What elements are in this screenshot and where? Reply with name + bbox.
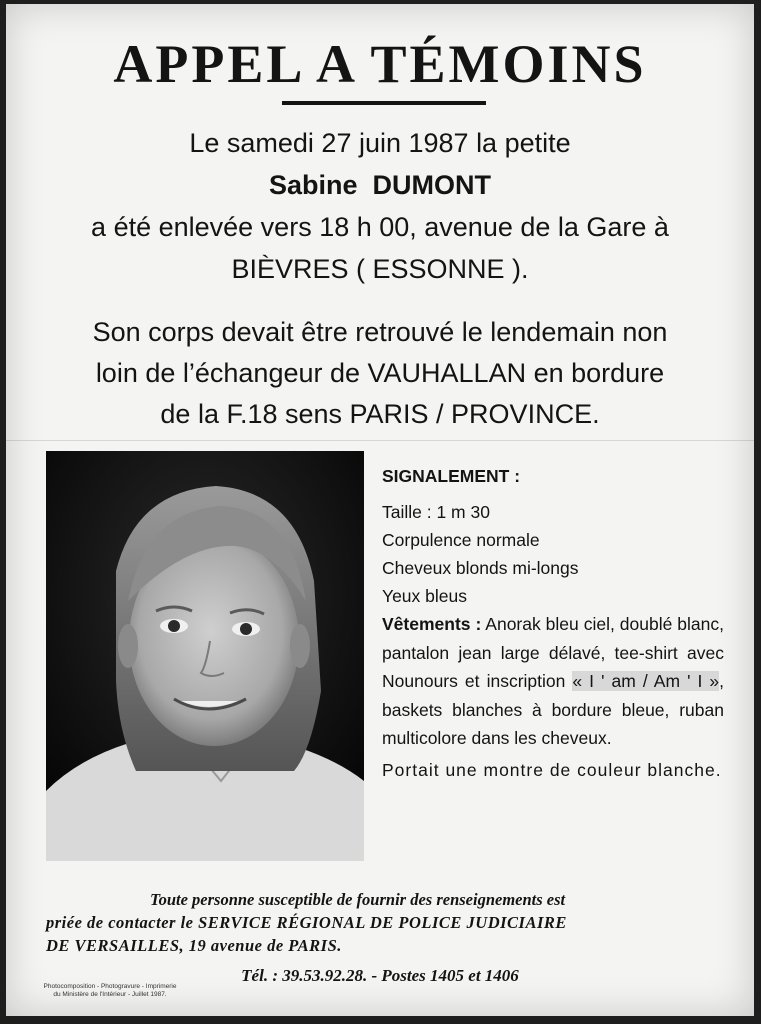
description-eyes: Yeux bleus: [382, 586, 467, 606]
victim-last-name: DUMONT: [372, 170, 492, 200]
credit-line-2: du Ministère de l'Intérieur - Juillet 1987.: [53, 991, 167, 998]
paper-fold-line: [6, 440, 754, 441]
victim-photo: [46, 451, 364, 861]
description-hair: Cheveux blonds mi-longs: [382, 558, 579, 578]
body-line-3: de la F.18 sens PARIS / PROVINCE.: [160, 399, 600, 429]
contact-phone: Tél. : 39.53.92.28. - Postes 1405 et 1406: [241, 966, 519, 985]
intro-line-1: Le samedi 27 juin 1987 la petite: [189, 128, 571, 158]
body-line-2: loin de l’échangeur de VAUHALLAN en bordure: [95, 358, 665, 388]
victim-name: [6, 164, 754, 206]
contact-block: [46, 888, 726, 957]
contact-line-1: Toute personne susceptible de fournir des renseignements est: [150, 890, 566, 909]
poster-title: APPEL A TÉMOINS: [113, 34, 647, 94]
description-height: Taille : 1 m 30: [382, 502, 490, 522]
clothes-text-2: , baskets blanches à bordure bleue, ruban multicolore dans les cheveux.: [382, 671, 724, 748]
print-credit: [20, 983, 200, 999]
title-underline: [282, 101, 486, 105]
clothes-label: Vêtements :: [382, 614, 482, 634]
contact-line-3: DE VERSAILLES, 19 avenue de PARIS.: [46, 936, 342, 955]
contact-line-2: priée de contacter le SERVICE RÉGIONAL DE POLICE JUDICIAIRE: [46, 913, 567, 932]
missing-person-poster: [6, 4, 754, 1016]
credit-line-1: Photocomposition - Photogravure - Imprimerie: [43, 983, 177, 990]
description-block: [382, 462, 724, 781]
description-build: Corpulence normale: [382, 530, 540, 550]
intro-line-4: BIÈVRES ( ESSONNE ).: [231, 254, 529, 284]
body-block: [36, 312, 724, 435]
intro-line-3: a été enlevée vers 18 h 00, avenue de la Gare à: [91, 212, 669, 242]
clothes-text-1: Anorak bleu ciel, doublé blanc, pantalon jean large délavé, tee-shirt avec Nounours et inscription: [382, 614, 725, 691]
description-heading: SIGNALEMENT :: [382, 466, 521, 486]
description-clothes: [382, 610, 724, 753]
clothes-inscription: « I ' am / Am ' I »: [572, 671, 720, 691]
body-line-1: Son corps devait être retrouvé le lendemain non: [92, 317, 668, 347]
description-watch: Portait une montre de couleur blanche.: [382, 759, 722, 780]
intro-block: [6, 122, 754, 290]
victim-first-name: Sabine: [268, 170, 358, 200]
